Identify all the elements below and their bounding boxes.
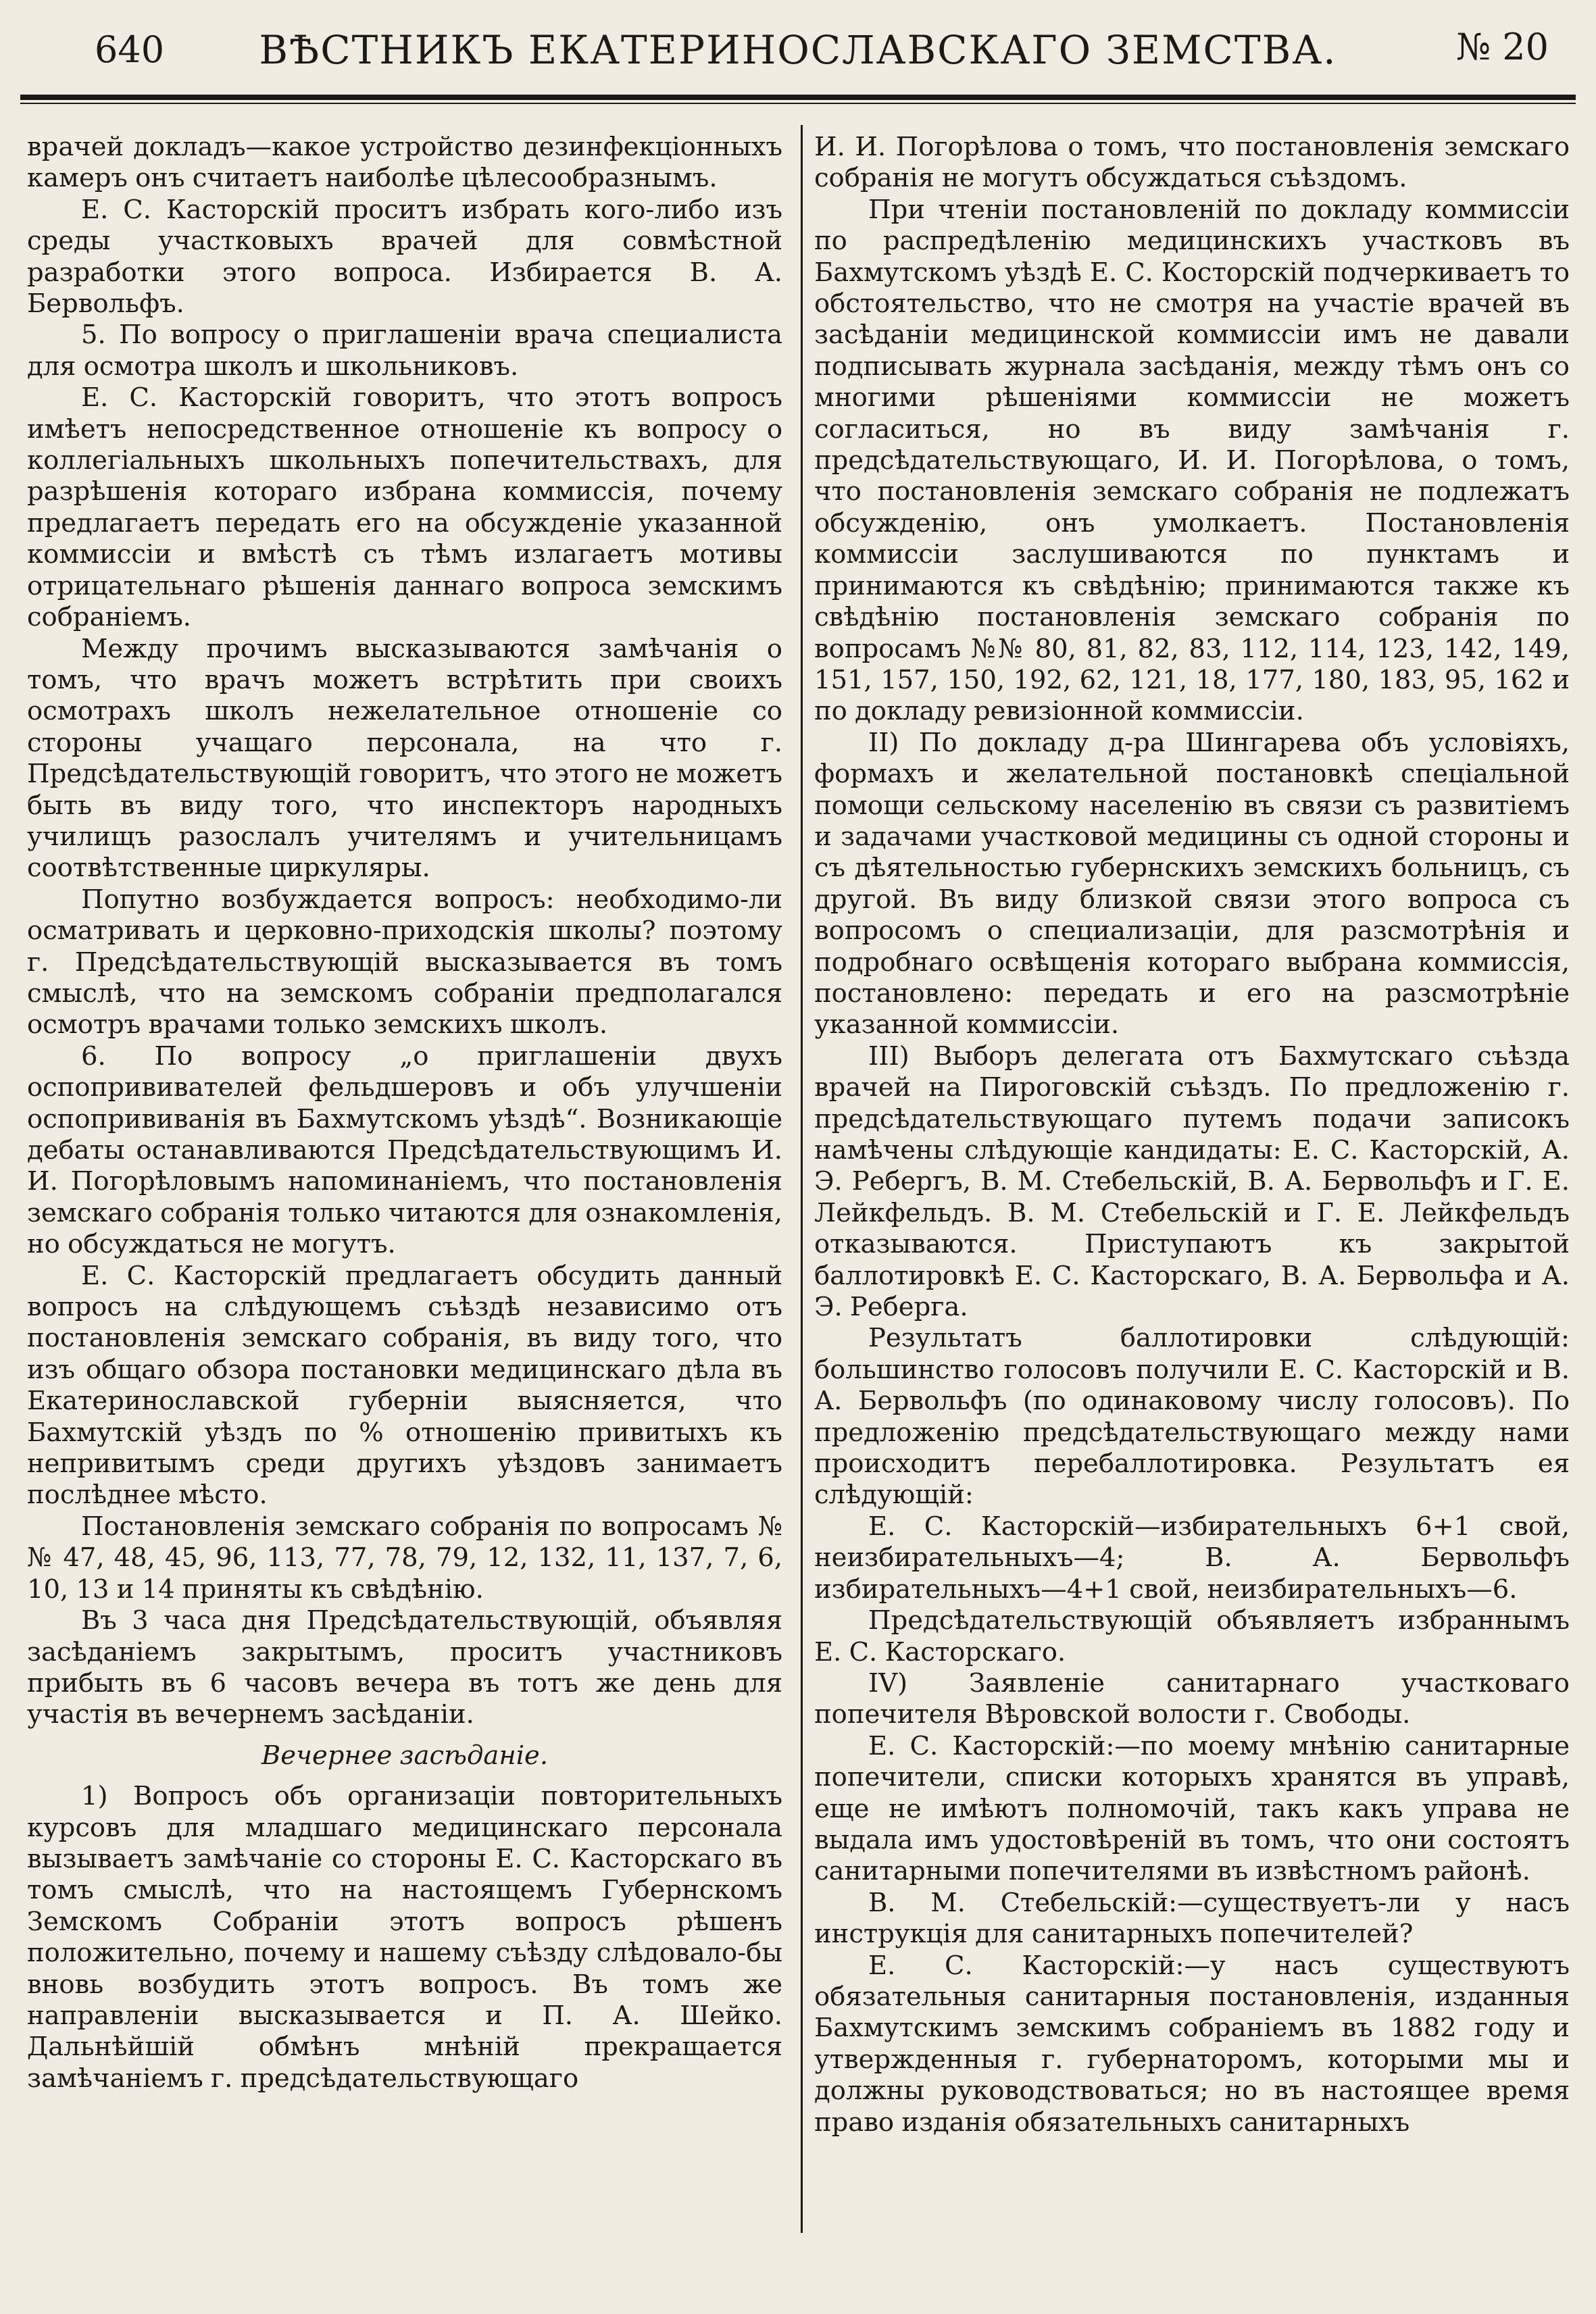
paragraph: врачей докладъ—какое устройство дезинфекціонныхъ камеръ онъ считаетъ наиболѣе цѣлесообразнымъ. [27,132,782,194]
paragraph: Предсѣдательствующій объявляетъ избраннымъ Е. С. Касторскаго. [814,1605,1570,1667]
paragraph: И. И. Погорѣлова о томъ, что постановленія земскаго собранія не могутъ обсуждаться съѣздомъ. [814,132,1570,194]
right-column [814,132,1570,2138]
journal-title: ВѢСТНИКЪ ЕКАТЕРИНОСЛАВСКАГО ЗЕМСТВА. [259,27,1337,73]
header-rule-thin [20,103,1576,104]
paragraph: При чтеніи постановленій по докладу коммиссіи по распредѣленію медицинскихъ участковъ въ Бахмутскомъ уѣздѣ Е. С. Косторскій подчеркиваетъ то обстоятельство, что не смотря на участіе врачей въ засѣданіи медицинской коммиссіи имъ не давали подписывать журнала засѣданія, между тѣмъ онъ со многими рѣшеніями коммиссіи не можетъ согласиться, но въ виду замѣчанія г. предсѣдательствующаго, И. И. Погорѣлова, о томъ, что постановленія земскаго собранія не подлежатъ обсужденію, онъ умолкаетъ. Постановленія коммиссіи заслушиваются по пунктамъ и принимаются къ свѣдѣнію; принимаются также къ свѣдѣнію постановленія земскаго собранія по вопросамъ №№ 80, 81, 82, 83, 112, 114, 123, 142, 149, 151, 157, 150, 192, 62, 121, 18, 177, 180, 183, 95, 162 и по докладу ревизіонной коммиссіи. [814,194,1570,727]
paragraph: Е. С. Касторскій говоритъ, что этотъ вопросъ имѣетъ непосредственное отношеніе къ вопросу о коллегіальныхъ школьныхъ попечительствахъ, для разрѣшенія котораго избрана коммиссія, почему предлагаетъ передать его на обсужденіе указанной коммиссіи и вмѣстѣ съ тѣмъ излагаетъ мотивы отрицательнаго рѣшенія даннаго вопроса земскимъ собраніемъ. [27,382,782,633]
paragraph: Е. С. Касторскій проситъ избрать кого-либо изъ среды участковыхъ врачей для совмѣстной разработки этого вопроса. Избирается В. А. Бервольфъ. [27,194,782,320]
paragraph: Е. С. Касторскій:—у насъ существуютъ обязательныя санитарныя постановленія, изданныя Бахмутскимъ земскимъ собраніемъ въ 1882 году и утвержденныя г. губернаторомъ, которыми мы и должны руководствоваться; но въ настоящее время право изданія обязательныхъ санитарныхъ [814,1950,1570,2138]
paragraph: Между прочимъ высказываются замѣчанія о томъ, что врачъ можетъ встрѣтить при своихъ осмотрахъ школъ нежелательное отношеніе со стороны учащаго персонала, на что г. Предсѣдательствующій говоритъ, что этого не можетъ быть въ виду того, что инспекторъ народныхъ училищъ разослалъ учителямъ и учительницамъ соотвѣтственные циркуляры. [27,633,782,884]
paragraph: 5. По вопросу о приглашеніи врача специалиста для осмотра школъ и школьниковъ. [27,320,782,382]
paragraph: Въ 3 часа дня Предсѣдательствующій, объявляя засѣданіемъ закрытымъ, проситъ участниковъ прибыть въ 6 часовъ вечера въ тотъ же день для участія въ вечернемъ засѣданіи. [27,1605,782,1730]
paragraph: III) Выборъ делегата отъ Бахмутскаго съѣзда врачей на Пироговскій съѣздъ. По предложенію г. предсѣдательствующаго путемъ подачи записокъ намѣчены слѣдующіе кандидаты: Е. С. Касторскій, А. Э. Ребергъ, В. М. Стебельскій, В. А. Бервольфъ и Г. Е. Лейкфельдъ. В. М. Стебельскій и Г. Е. Лейкфельдъ отказываются. Приступаютъ къ закрытой баллотировкѣ Е. С. Касторскаго, В. А. Бервольфа и А. Э. Реберга. [814,1040,1570,1323]
paragraph: IV) Заявленіе санитарнаго участковаго попечителя Вѣровской волости г. Свободы. [814,1667,1570,1730]
paragraph: 6. По вопросу „о приглашеніи двухъ оспопрививателей фельдшеровъ и объ улучшеніи оспопрививанія въ Бахмутскомъ уѣздѣ“. Возникающіе дебаты останавливаются Предсѣдательствующимъ И. И. Погорѣловымъ напоминаніемъ, что постановленія земскаго собранія только читаются для ознакомленія, но обсуждаться не могутъ. [27,1040,782,1260]
issue-number: № 20 [1456,26,1549,68]
column-divider [801,125,803,2233]
paragraph: Е. С. Касторскій—избирательныхъ 6+1 свой, неизбирательныхъ—4; В. А. Бервольфъ избирательныхъ—4+1 свой, неизбирательныхъ—6. [814,1511,1570,1605]
paragraph: 1) Вопросъ объ организаціи повторительныхъ курсовъ для младшаго медицинскаго персонала вызываетъ замѣчаніе со стороны Е. С. Касторскаго въ томъ смыслѣ, что на настоящемъ Губернскомъ Земскомъ Собраніи этотъ вопросъ рѣшенъ положительно, почему и нашему съѣзду слѣдовало-бы вновь возбудить этотъ вопросъ. Въ томъ же направленіи высказывается и П. А. Шейко. Дальнѣйшій обмѣнъ мнѣній прекращается замѣчаніемъ г. предсѣдательствующаго [27,1781,782,2094]
paragraph: Постановленія земскаго собранія по вопросамъ №№ 47, 48, 45, 96, 113, 77, 78, 79, 12, 132, 11, 137, 7, 6, 10, 13 и 14 приняты къ свѣдѣнію. [27,1511,782,1605]
page-header [20,20,1576,81]
paragraph: Е. С. Касторскій предлагаетъ обсудить данный вопросъ на слѣдующемъ съѣздѣ независимо отъ постановленія земскаго собранія, въ виду того, что изъ общаго обзора постановки медицинскаго дѣла въ Екатеринославской губерніи выясняется, что Бахмутскій уѣздъ по % отношенію привитыхъ къ непривитымъ среди другихъ уѣздовъ занимаетъ послѣднее мѣсто. [27,1260,782,1511]
paragraph: В. М. Стебельскій:—существуетъ-ли у насъ инструкція для санитарныхъ попечителей? [814,1887,1570,1950]
paragraph: II) По докладу д-ра Шингарева объ условіяхъ, формахъ и желательной постановкѣ спеціальной помощи сельскому населенію въ связи съ развитіемъ и задачами участковой медицины съ одной стороны и съ дѣятельностью губернскихъ земскихъ больницъ, съ другой. Въ виду близкой связи этого вопроса съ вопросомъ о специализаціи, для разсмотрѣнія и подробнаго освѣщенія котораго выбрана коммиссія, постановлено: передать и его на разсмотрѣніе указанной коммиссіи. [814,727,1570,1040]
paragraph: Е. С. Касторскій:—по моему мнѣнію санитарные попечители, списки которыхъ хранятся въ управѣ, еще не имѣютъ полномочій, такъ какъ управа не выдала имъ удостовѣреній въ томъ, что они состоятъ санитарными попечителями въ извѣстномъ районѣ. [814,1730,1570,1887]
left-column [27,132,782,2094]
paragraph: Результатъ баллотировки слѣдующій: большинство голосовъ получили Е. С. Касторскій и В. А. Бервольфъ (по одинаковому числу голосовъ). По предложенію предсѣдательствующаго между нами происходитъ перебаллотировка. Результатъ ея слѣдующій: [814,1323,1570,1511]
page-number: 640 [95,28,165,71]
paragraph: Попутно возбуждается вопросъ: необходимо-ли осматривать и церковно-приходскія школы? поэтому г. Предсѣдательствующій высказывается въ томъ смыслѣ, что на земскомъ собраніи предполагался осмотръ врачами только земскихъ школъ. [27,884,782,1040]
header-rule-thick [20,95,1576,100]
section-heading: Вечернее засѣданіе. [261,1740,549,1771]
